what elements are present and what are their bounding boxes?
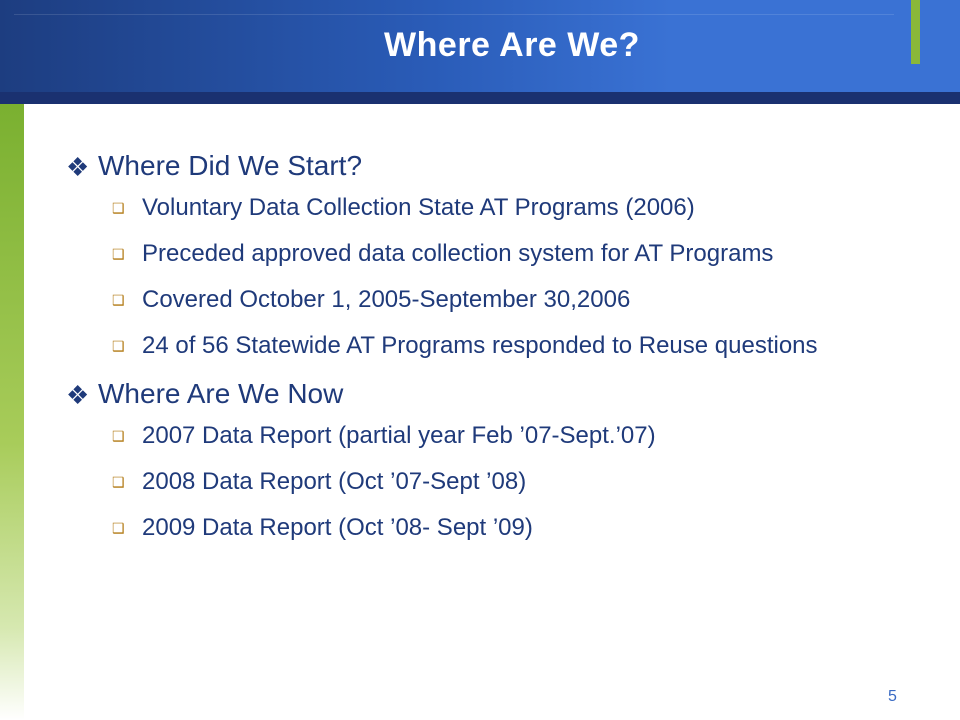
square-bullet-icon: ❑	[112, 520, 125, 536]
list-item	[66, 284, 906, 316]
section-heading-text: Where Did We Start?	[98, 150, 363, 181]
title-bar-shadow	[0, 92, 960, 104]
square-bullet-icon: ❑	[112, 246, 125, 262]
list-item	[66, 512, 906, 544]
section-heading-now	[66, 376, 906, 412]
list-item-text: Covered October 1, 2005-September 30,2006	[142, 286, 631, 313]
slide-title: Where Are We?	[384, 26, 640, 64]
diamond-cross-icon: ❖	[66, 152, 90, 182]
green-accent-left	[0, 104, 24, 720]
square-bullet-icon: ❑	[112, 200, 125, 216]
slide-content	[66, 148, 906, 558]
square-bullet-icon: ❑	[112, 474, 125, 490]
list-item	[66, 192, 906, 224]
page-number: 5	[888, 688, 897, 705]
square-bullet-icon: ❑	[112, 428, 125, 444]
list-item-text: Voluntary Data Collection State AT Programs (2006)	[142, 194, 695, 221]
section-heading-start	[66, 148, 906, 184]
list-item	[66, 238, 906, 270]
square-bullet-icon: ❑	[112, 338, 125, 354]
square-bullet-icon: ❑	[112, 292, 125, 308]
section-items-now	[66, 420, 906, 544]
list-item-text: Preceded approved data collection system for AT Programs	[142, 240, 774, 267]
list-item-text: 2009 Data Report (Oct ’08- Sept ’09)	[142, 514, 533, 541]
diamond-cross-icon: ❖	[66, 380, 90, 410]
list-item	[66, 330, 906, 362]
list-item-text: 2007 Data Report (partial year Feb ’07-Sept.’07)	[142, 422, 656, 449]
section-heading-text: Where Are We Now	[98, 378, 344, 409]
section-items-start	[66, 192, 906, 362]
list-item	[66, 420, 906, 452]
list-item-text: 2008 Data Report (Oct ’07-Sept ’08)	[142, 468, 527, 495]
list-item	[66, 466, 906, 498]
list-item-text: 24 of 56 Statewide AT Programs responded to Reuse questions	[142, 332, 818, 359]
